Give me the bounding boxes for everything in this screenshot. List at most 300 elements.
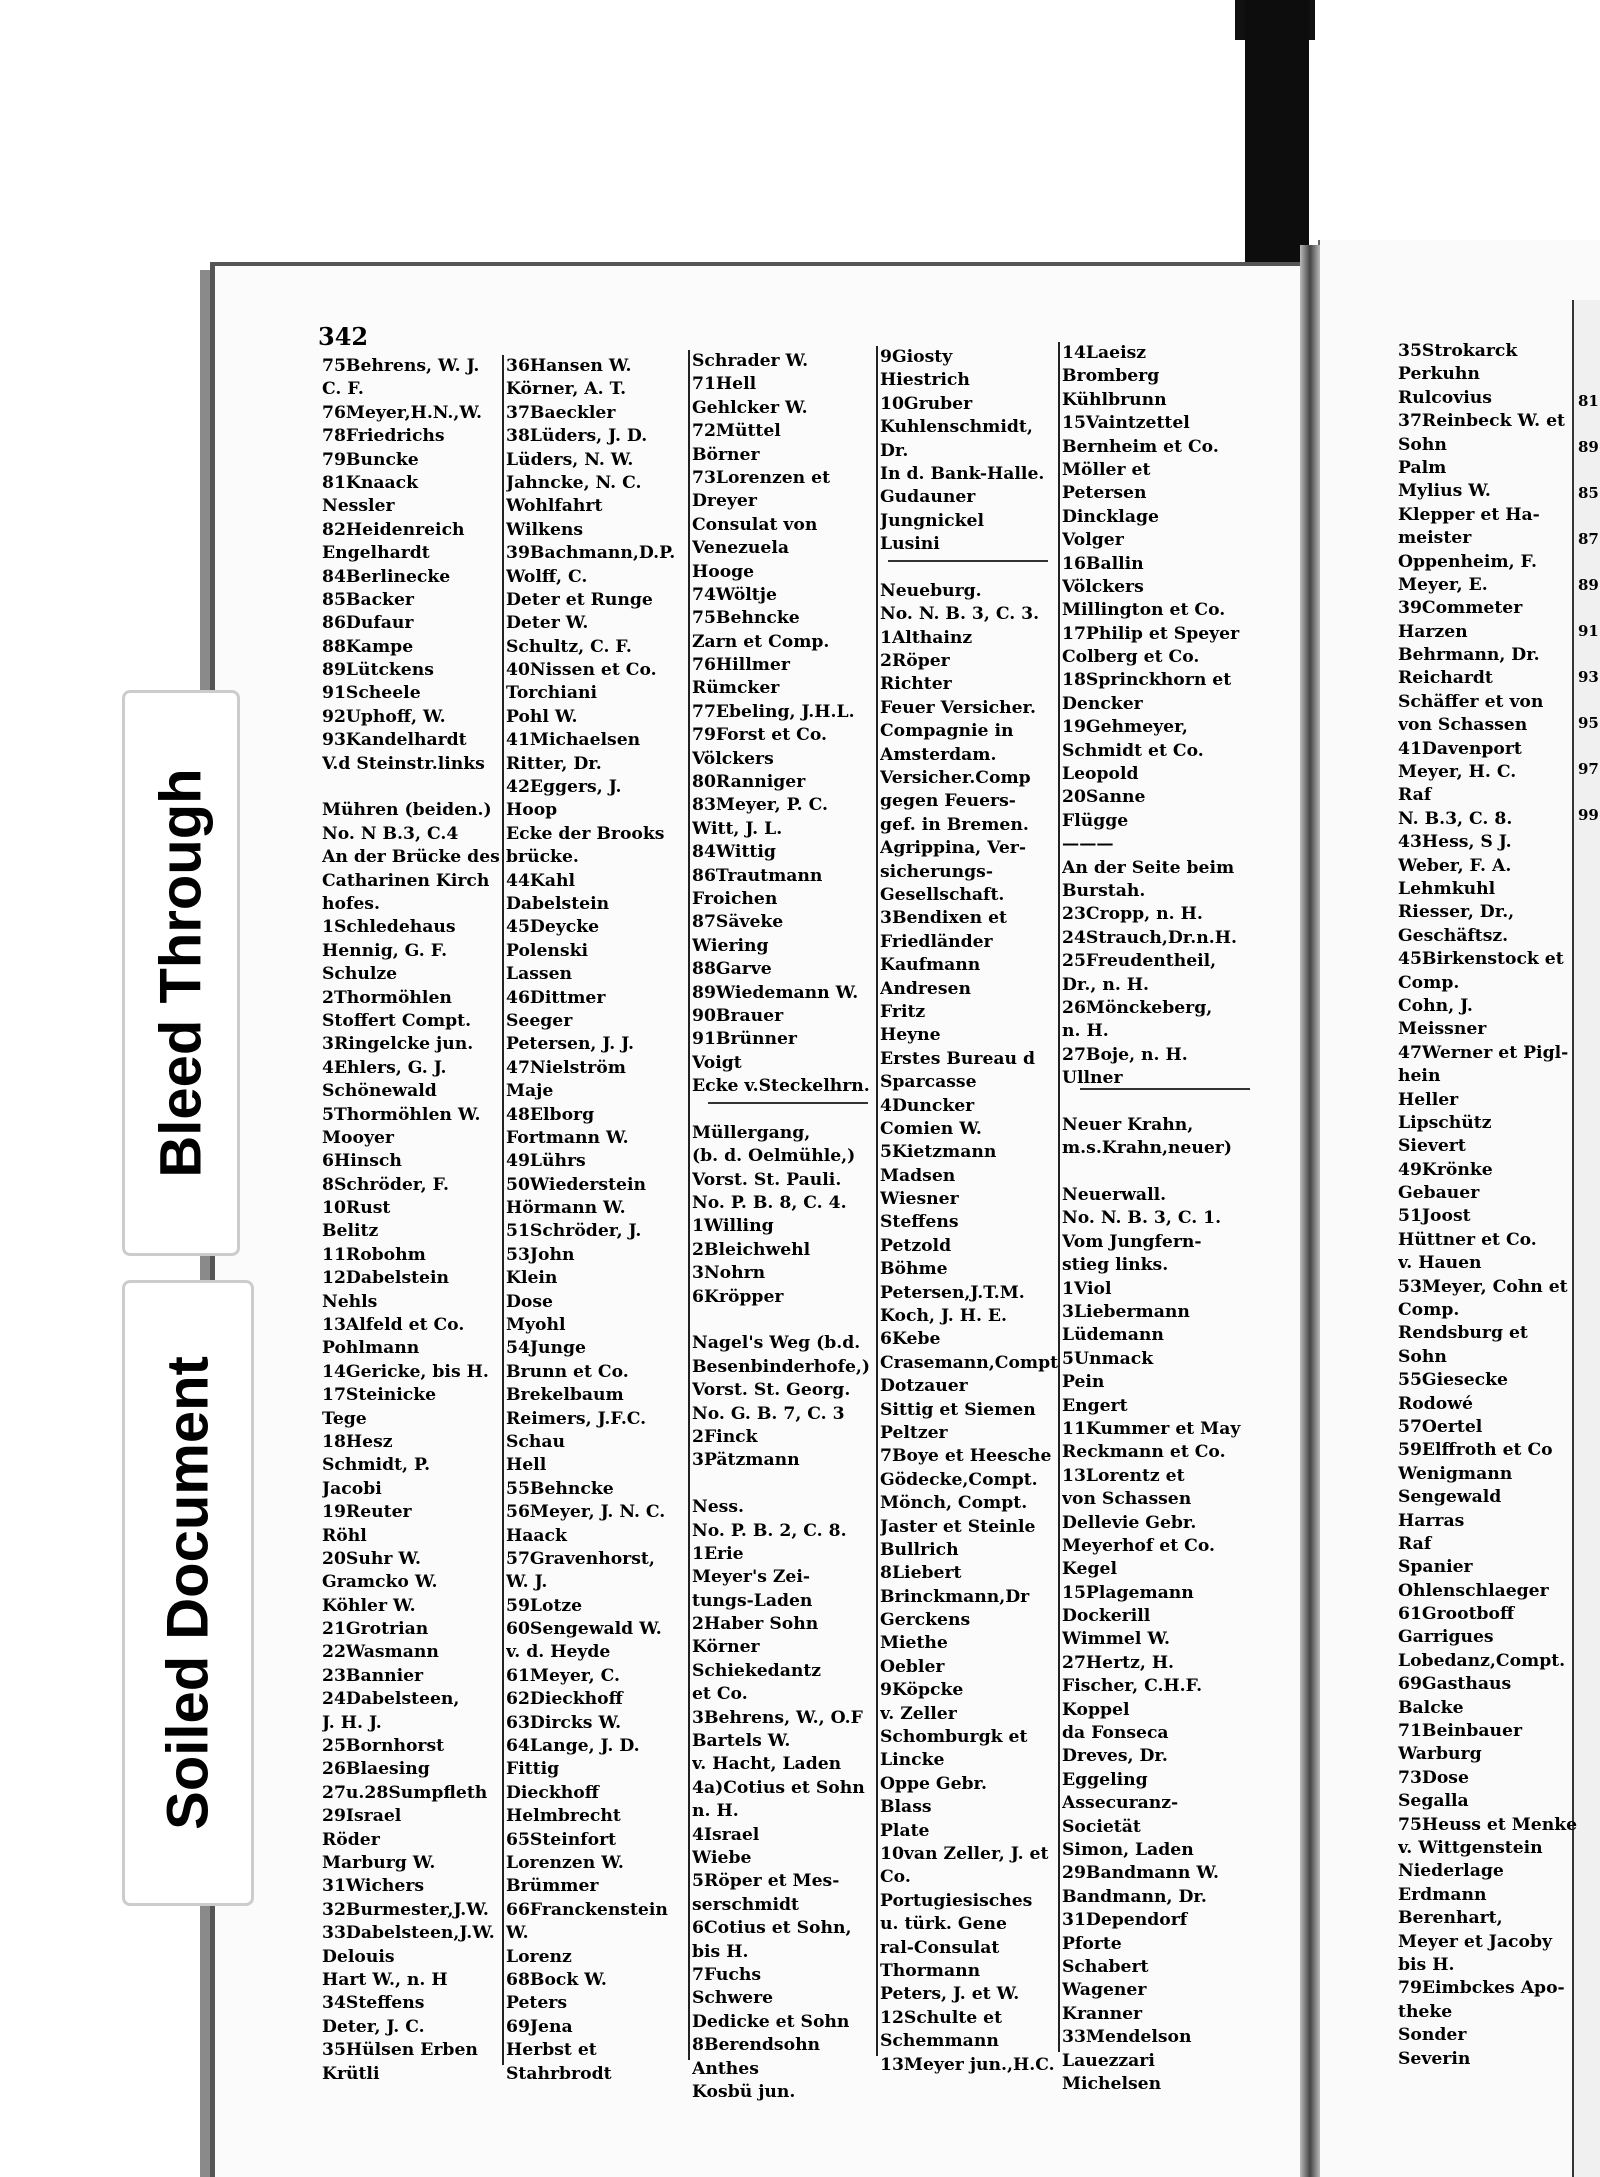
directory-entry: Hiestrich [880, 370, 970, 391]
directory-entry: Helmbrecht [506, 1806, 621, 1827]
directory-entry: Wolff, C. [506, 566, 588, 587]
directory-entry: Eggeling [1062, 1769, 1148, 1790]
directory-entry: Stoffert Compt. [322, 1010, 472, 1031]
directory-entry: Riesser, Dr., [1398, 902, 1515, 923]
directory-entry: Blass [880, 1797, 932, 1818]
directory-entry: Dreves, Dr. [1062, 1746, 1168, 1767]
directory-entry: Vorst. St. Georg. [692, 1380, 851, 1401]
directory-entry: Jacobi [322, 1478, 382, 1499]
directory-entry: Körner [692, 1637, 760, 1658]
directory-entry: Dotzauer [880, 1376, 968, 1397]
directory-entry: Müllergang, [692, 1122, 811, 1143]
directory-entry: 24Strauch,Dr.n.H. [1062, 927, 1237, 948]
directory-entry: 4Israel [692, 1824, 760, 1845]
directory-entry: Zarn et Comp. [692, 631, 830, 652]
directory-entry: Oebler [880, 1656, 945, 1677]
directory-entry: 23Bannier [322, 1665, 424, 1686]
directory-entry: Bernheim et Co. [1062, 436, 1219, 457]
directory-entry: 62Dieckhoff [506, 1689, 623, 1710]
directory-entry: 4a)Cotius et Sohn [692, 1777, 865, 1798]
directory-entry: An der Brücke des [322, 847, 500, 868]
directory-entry: Perkuhn [1398, 364, 1480, 385]
directory-entry: Kosbü jun. [692, 2081, 796, 2102]
directory-entry: Haack [506, 1525, 567, 1546]
directory-entry: 8Schröder, F. [322, 1174, 450, 1195]
directory-entry: 6Kröpper [692, 1286, 784, 1307]
directory-entry: 3Liebermann [1062, 1302, 1190, 1323]
directory-entry: v. Wittgenstein [1398, 1838, 1543, 1858]
directory-entry: 77Ebeling, J.H.L. [692, 701, 855, 722]
directory-entry: 3Pätzmann [692, 1450, 800, 1471]
directory-entry: 29Bandmann W. [1062, 1863, 1220, 1884]
directory-entry: Schau [506, 1431, 566, 1452]
directory-entry: 37Baeckler [506, 402, 616, 423]
directory-entry: Meyer's Zei- [692, 1567, 811, 1588]
directory-entry: 32Burmester,J.W. [322, 1899, 489, 1920]
directory-entry: Hennig, G. F. [322, 940, 448, 961]
directory-entry: Mönch, Compt. [880, 1493, 1028, 1514]
directory-entry: 61Meyer, C. [506, 1665, 620, 1686]
margin-number: 89 [1578, 576, 1599, 594]
directory-entry: Heller [1398, 1089, 1459, 1110]
directory-entry: Dincklage [1062, 506, 1159, 527]
directory-entry: ——— [1062, 834, 1114, 855]
directory-entry: Sittig et Siemen [880, 1399, 1036, 1420]
directory-entry: 6Hinsch [322, 1151, 402, 1172]
directory-entry: Froichen [692, 888, 778, 909]
directory-entry: 88Garve [692, 959, 772, 980]
directory-entry: 71Hell [692, 374, 757, 395]
directory-entry: Dieckhoff [506, 1782, 599, 1803]
directory-entry: 37Reinbeck W. et [1398, 411, 1565, 432]
directory-entry: 74Wöltje [692, 584, 777, 605]
directory-entry: Fortmann W. [506, 1127, 629, 1148]
directory-entry [692, 1099, 882, 1122]
directory-entry: Erdmann [1398, 1884, 1487, 1905]
margin-number: 89 [1578, 438, 1599, 456]
directory-entry: 35Hülsen Erben [322, 2040, 478, 2061]
directory-entry: 20Suhr W. [322, 1548, 421, 1569]
directory-entry: 75Heuss et Menke [1398, 1814, 1578, 1835]
directory-entry: Crasemann,Compt [880, 1352, 1059, 1373]
directory-entry: Assecuranz- [1062, 1793, 1179, 1814]
directory-entry: Dellevie Gebr. [1062, 1512, 1197, 1533]
column-rule [502, 355, 504, 2065]
directory-entry: Marburg W. [322, 1853, 436, 1873]
directory-entry: 75Behrens, W. J. [322, 356, 480, 376]
directory-column-2 [506, 355, 692, 2086]
page-number: 342 [318, 322, 369, 351]
directory-entry: 2Haber Sohn [692, 1614, 819, 1635]
directory-entry: 27u.28Sumpfleth [322, 1782, 488, 1803]
directory-entry: 6Cotius et Sohn, [692, 1918, 852, 1939]
directory-entry [692, 1473, 882, 1496]
directory-entry: An der Seite beim [1062, 857, 1235, 878]
margin-number: 93 [1578, 668, 1599, 686]
directory-entry: 40Nissen et Co. [506, 660, 657, 681]
directory-entry: Bartels W. [692, 1731, 791, 1752]
directory-entry: Nessler [322, 496, 395, 517]
directory-entry: brücke. [506, 847, 579, 868]
directory-entry: Brinckmann,Dr [880, 1586, 1030, 1607]
directory-entry: 56Meyer, J. N. C. [506, 1502, 666, 1523]
directory-entry: Harzen [1398, 621, 1468, 642]
directory-entry: 59Lotze [506, 1595, 583, 1616]
directory-entry: 11Kummer et May [1062, 1418, 1241, 1439]
directory-entry: 71Beinbauer [1398, 1721, 1523, 1742]
directory-entry: et Co. [692, 1684, 748, 1705]
directory-entry: 45Birkenstock et [1398, 949, 1564, 970]
directory-entry: 1Althainz [880, 627, 973, 648]
directory-entry: 33Dabelsteen,J.W. [322, 1923, 495, 1944]
directory-entry: Schönewald [322, 1081, 437, 1102]
directory-entry: Catharinen Kirch [322, 870, 490, 891]
directory-entry: Petzold [880, 1235, 952, 1256]
directory-entry: Jungnickel [880, 510, 985, 531]
directory-entry: Michelsen [1062, 2073, 1162, 2094]
directory-entry: Raf [1398, 1533, 1432, 1554]
directory-entry: No. P. B. 2, C. 8. [692, 1520, 847, 1541]
directory-entry: Tege [322, 1408, 367, 1429]
directory-entry: Röder [322, 1829, 380, 1850]
directory-entry: 17Steinicke [322, 1385, 437, 1406]
directory-entry: 47Nielström [506, 1057, 626, 1078]
directory-entry: 22Wasmann [322, 1642, 439, 1663]
directory-entry: 15Plagemann [1062, 1582, 1194, 1603]
directory-entry: 41Michaelsen [506, 730, 641, 751]
directory-entry: Deter W. [506, 613, 589, 634]
directory-entry: Thormann [880, 1960, 981, 1981]
directory-entry: 76Meyer,H.N.,W. [322, 402, 482, 423]
directory-entry: W. J. [506, 1572, 548, 1593]
directory-entry: 13Lorentz et [1062, 1465, 1185, 1486]
directory-entry: 27Boje, n. H. [1062, 1044, 1188, 1065]
directory-entry: Kuhlenschmidt, [880, 417, 1033, 438]
directory-entry: 27Hertz, H. [1062, 1652, 1175, 1673]
directory-entry: Gehlcker W. [692, 397, 808, 418]
directory-entry: 31Dependorf [1062, 1910, 1188, 1931]
directory-entry: 4Ehlers, G. J. [322, 1057, 447, 1078]
directory-entry: Anthes [692, 2058, 759, 2079]
directory-entry: Hoop [506, 800, 558, 821]
directory-entry: 89Lütckens [322, 660, 434, 681]
directory-entry: 39Bachmann,D.P. [506, 543, 676, 564]
directory-entry: Kegel [1062, 1559, 1117, 1580]
directory-entry: Andresen [880, 978, 971, 999]
directory-entry: Möller et [1062, 459, 1151, 480]
directory-entry: Lauezzari [1062, 2050, 1155, 2071]
directory-entry: Wenigmann [1398, 1463, 1513, 1484]
directory-entry: Belitz [322, 1221, 379, 1242]
directory-entry: 16Ballin [1062, 553, 1144, 574]
directory-entry: Schmidt et Co. [1062, 740, 1204, 761]
directory-entry: Lüdemann [1062, 1325, 1164, 1346]
directory-entry: 53John [506, 1244, 575, 1265]
directory-entry: Spanier [1398, 1557, 1473, 1578]
directory-entry: 65Steinfort [506, 1829, 617, 1850]
directory-column-6 [1398, 340, 1600, 2071]
directory-entry: v. d. Heyde [506, 1642, 611, 1663]
directory-entry: Torchiani [506, 683, 597, 704]
directory-entry: 54Junge [506, 1338, 586, 1359]
stamp-label: Soiled Document [155, 1356, 221, 1830]
directory-entry: Wilkens [506, 519, 584, 540]
directory-entry: Gramcko W. [322, 1572, 438, 1593]
directory-entry: 12Dabelstein [322, 1268, 450, 1289]
directory-entry: 6Kebe [880, 1329, 941, 1350]
directory-entry: 61Grootboff [1398, 1604, 1515, 1625]
directory-entry: 83Meyer, P. C. [692, 795, 828, 816]
directory-entry: sicherungs- [880, 861, 993, 882]
directory-entry: 85Backer [322, 589, 414, 610]
directory-entry: 50Wiederstein [506, 1174, 646, 1195]
directory-entry: Dose [506, 1291, 553, 1312]
directory-entry: Comp. [1398, 972, 1460, 993]
directory-entry: Fittig [506, 1759, 560, 1780]
directory-entry: 93Kandelhardt [322, 730, 467, 751]
directory-entry [692, 1309, 882, 1332]
directory-entry: Wiering [692, 935, 769, 956]
directory-entry: 24Dabelsteen, [322, 1689, 460, 1710]
directory-entry: 66Franckenstein [506, 1899, 668, 1920]
directory-entry: 15Vaintzettel [1062, 413, 1190, 434]
directory-entry: In d. Bank-Halle. [880, 463, 1045, 484]
directory-entry: Sparcasse [880, 1072, 977, 1093]
directory-entry: 13Meyer jun.,H.C. [880, 2054, 1055, 2075]
directory-entry: Steffens [880, 1212, 959, 1233]
directory-entry: 91Brünner [692, 1029, 797, 1050]
directory-entry: Venezuela [692, 538, 789, 559]
directory-entry: Pforte [1062, 1933, 1122, 1954]
directory-entry: Meyer, H. C. [1398, 762, 1517, 783]
directory-entry: Lassen [506, 964, 573, 985]
directory-entry: 5Unmack [1062, 1348, 1154, 1369]
directory-entry: Deter et Runge [506, 589, 653, 610]
directory-entry: Gudauner [880, 487, 976, 508]
directory-entry: 55Giesecke [1398, 1370, 1508, 1391]
directory-entry: Neueburg. [880, 580, 982, 601]
directory-entry: Mühren (beiden.) [322, 800, 492, 821]
directory-entry: Dockerill [1062, 1606, 1151, 1627]
directory-entry: 84Wittig [692, 842, 776, 863]
directory-entry: Mooyer [322, 1127, 394, 1148]
directory-entry: Fritz [880, 1001, 926, 1022]
directory-entry: Dabelstein [506, 893, 610, 914]
directory-entry: 82Heidenreich [322, 519, 465, 540]
directory-entry [1062, 1091, 1258, 1114]
directory-entry: Schwere [692, 1988, 774, 2009]
directory-entry: Pohlmann [322, 1338, 420, 1359]
directory-entry: Engert [1062, 1395, 1128, 1416]
directory-entry: 90Brauer [692, 1005, 784, 1026]
directory-entry: Wohlfahrt [506, 496, 603, 517]
directory-entry: Societät [1062, 1816, 1141, 1837]
directory-entry: Garrigues [1398, 1627, 1494, 1648]
directory-entry: Koppel [1062, 1699, 1130, 1720]
directory-entry: gegen Feuers- [880, 791, 1016, 812]
directory-entry: 3Bendixen et [880, 908, 1008, 929]
directory-entry: Kranner [1062, 2003, 1143, 2024]
directory-entry: Vorst. St. Pauli. [692, 1169, 842, 1190]
directory-entry: J. H. J. [322, 1712, 382, 1733]
directory-entry: 18Sprinckhorn et [1062, 670, 1232, 691]
directory-entry: N. B.3, C. 8. [1398, 808, 1513, 829]
directory-entry: 79Buncke [322, 449, 419, 470]
directory-entry: Brekelbaum [506, 1385, 624, 1406]
directory-entry: 18Hesz [322, 1431, 393, 1452]
directory-entry: 88Kampe [322, 636, 414, 657]
directory-entry: 41Davenport [1398, 738, 1522, 759]
margin-number: 87 [1578, 530, 1599, 548]
directory-entry: Röhl [322, 1525, 367, 1546]
directory-entry: 59Elffroth et Co [1398, 1440, 1553, 1461]
directory-entry: 9Giosty [880, 347, 953, 367]
directory-entry: 7Fuchs [692, 1964, 761, 1985]
directory-entry: Dreyer [692, 491, 757, 512]
directory-entry: 31Wichers [322, 1876, 425, 1897]
directory-entry: 25Freudentheil, [1062, 951, 1217, 972]
directory-entry: Kaufmann [880, 955, 981, 976]
directory-entry: Lusini [880, 534, 940, 555]
directory-entry: tungs-Laden [692, 1590, 813, 1611]
directory-entry: 81Knaack [322, 472, 418, 493]
directory-entry: 51Joost [1398, 1206, 1471, 1227]
margin-number: 81 [1578, 392, 1599, 410]
directory-entry: 10Gruber [880, 393, 973, 414]
directory-entry: Sievert [1398, 1136, 1466, 1157]
book-gutter [1300, 245, 1320, 2177]
directory-entry: gef. in Bremen. [880, 814, 1029, 835]
directory-entry: Schiekedantz [692, 1660, 822, 1681]
directory-entry: bis H. [1398, 1954, 1455, 1975]
directory-entry: Bandmann, Dr. [1062, 1886, 1207, 1907]
directory-entry: 2Röper [880, 651, 950, 672]
directory-entry: Lehmkuhl [1398, 878, 1496, 899]
directory-entry: Schäffer et von [1398, 691, 1544, 712]
directory-entry: 79Eimbckes Apo- [1398, 1978, 1565, 1999]
directory-entry: Geschäftsz. [1398, 925, 1509, 946]
directory-entry: Maje [506, 1081, 554, 1102]
directory-entry: 33Mendelson [1062, 2027, 1192, 2048]
directory-entry: Neuer Krahn, [1062, 1114, 1194, 1135]
directory-entry: Klein [506, 1268, 558, 1289]
directory-entry: 39Commeter [1398, 598, 1523, 619]
directory-entry: Dencker [1062, 693, 1143, 714]
directory-entry: 76Hillmer [692, 655, 790, 676]
directory-entry: Gödecke,Compt. [880, 1469, 1038, 1490]
directory-entry: 5Kietzmann [880, 1142, 997, 1163]
directory-entry: theke [1398, 2001, 1453, 2022]
directory-entry: Hörmann W. [506, 1198, 626, 1219]
directory-entry: Cohn, J. [1398, 995, 1473, 1016]
directory-entry: 2Finck [692, 1426, 758, 1447]
directory-column-5 [1062, 342, 1258, 2096]
directory-entry: Voigt [692, 1052, 742, 1073]
directory-entry: 17Philip et Speyer [1062, 623, 1240, 644]
directory-entry: Agrippina, Ver- [880, 838, 1026, 859]
directory-entry: 19Gehmeyer, [1062, 717, 1188, 738]
directory-entry: Brunn et Co. [506, 1361, 629, 1382]
directory-entry: Volger [1062, 530, 1124, 551]
directory-entry: Sohn [1398, 434, 1447, 455]
directory-entry: No. P. B. 8, C. 4. [692, 1193, 847, 1214]
directory-entry: 49Lührs [506, 1151, 586, 1172]
directory-entry: Petersen [1062, 483, 1147, 504]
directory-entry: Völckers [692, 748, 774, 769]
directory-entry: Lobedanz,Compt. [1398, 1650, 1566, 1671]
directory-entry: Weber, F. A. [1398, 855, 1512, 876]
directory-entry: Meyer, E. [1398, 574, 1488, 595]
directory-entry: Lorenzen W. [506, 1853, 624, 1873]
directory-entry: Reichardt [1398, 668, 1493, 689]
directory-entry: 42Eggers, J. [506, 777, 622, 798]
directory-entry: Niederlage [1398, 1861, 1504, 1882]
directory-entry: Sonder [1398, 2025, 1467, 2046]
directory-entry: 1Erie [692, 1543, 744, 1564]
directory-entry: Ecke v.Steckelhrn. [692, 1076, 870, 1097]
directory-entry: 78Friedrichs [322, 426, 445, 447]
directory-entry: u. türk. Gene [880, 1914, 1007, 1935]
directory-entry: 1Schledehaus [322, 917, 456, 938]
directory-entry: 73Lorenzen et [692, 467, 831, 488]
directory-entry: No. N B.3, C.4 [322, 823, 459, 844]
directory-entry: Gesellschaft. [880, 884, 1005, 905]
directory-entry: 29Israel [322, 1806, 402, 1827]
directory-entry: Portugiesisches [880, 1890, 1033, 1911]
directory-column-3 [692, 350, 882, 2104]
directory-entry: 46Dittmer [506, 987, 606, 1008]
directory-entry: Dr. [880, 440, 909, 461]
directory-entry: 86Trautmann [692, 865, 823, 886]
stamp-label: Bleed Through [148, 768, 214, 1178]
directory-entry: Rümcker [692, 678, 780, 699]
directory-entry: Witt, J. L. [692, 818, 783, 839]
directory-entry: Myohl [506, 1315, 566, 1336]
directory-entry: (b. d. Oelmühle,) [692, 1146, 856, 1167]
directory-entry: 84Berlinecke [322, 566, 451, 587]
directory-entry: 3Nohrn [692, 1263, 766, 1284]
directory-entry: Sengewald [1398, 1487, 1502, 1508]
directory-entry: 5Thormöhlen W. [322, 1104, 481, 1125]
directory-entry: stieg links. [1062, 1255, 1169, 1276]
directory-entry: V.d Steinstr.links [322, 753, 485, 774]
directory-entry: Burstah. [1062, 880, 1146, 901]
directory-entry: 1Viol [1062, 1278, 1112, 1299]
directory-entry: Hell [506, 1455, 547, 1476]
directory-entry: hein [1398, 1066, 1441, 1087]
directory-entry: Fischer, C.H.F. [1062, 1676, 1203, 1697]
right-margin-numbers [1578, 378, 1600, 838]
directory-entry: 69Gasthaus [1398, 1674, 1512, 1695]
directory-column-4 [880, 346, 1060, 2077]
directory-entry: 49Krönke [1398, 1159, 1493, 1180]
directory-entry: 69Jena [506, 2016, 573, 2037]
directory-entry: v. Hauen [1398, 1253, 1482, 1274]
directory-entry: Meyerhof et Co. [1062, 1535, 1215, 1556]
directory-entry: n. H. [1062, 1021, 1109, 1042]
directory-entry: v. Zeller [880, 1703, 957, 1724]
directory-entry: da Fonseca [1062, 1723, 1169, 1744]
directory-entry: Rendsburg et [1398, 1323, 1528, 1344]
directory-entry: Oppe Gebr. [880, 1773, 988, 1794]
directory-entry: 13Alfeld et Co. [322, 1315, 465, 1336]
directory-entry: Lipschütz [1398, 1112, 1492, 1133]
directory-entry: Rodowé [1398, 1393, 1473, 1414]
directory-entry: No. N. B. 3, C. 3. [880, 604, 1040, 625]
directory-entry: Meyer et Jacoby [1398, 1931, 1552, 1952]
directory-entry: Deter, J. C. [322, 2016, 425, 2037]
directory-entry: 47Werner et Pigl- [1398, 1042, 1569, 1063]
